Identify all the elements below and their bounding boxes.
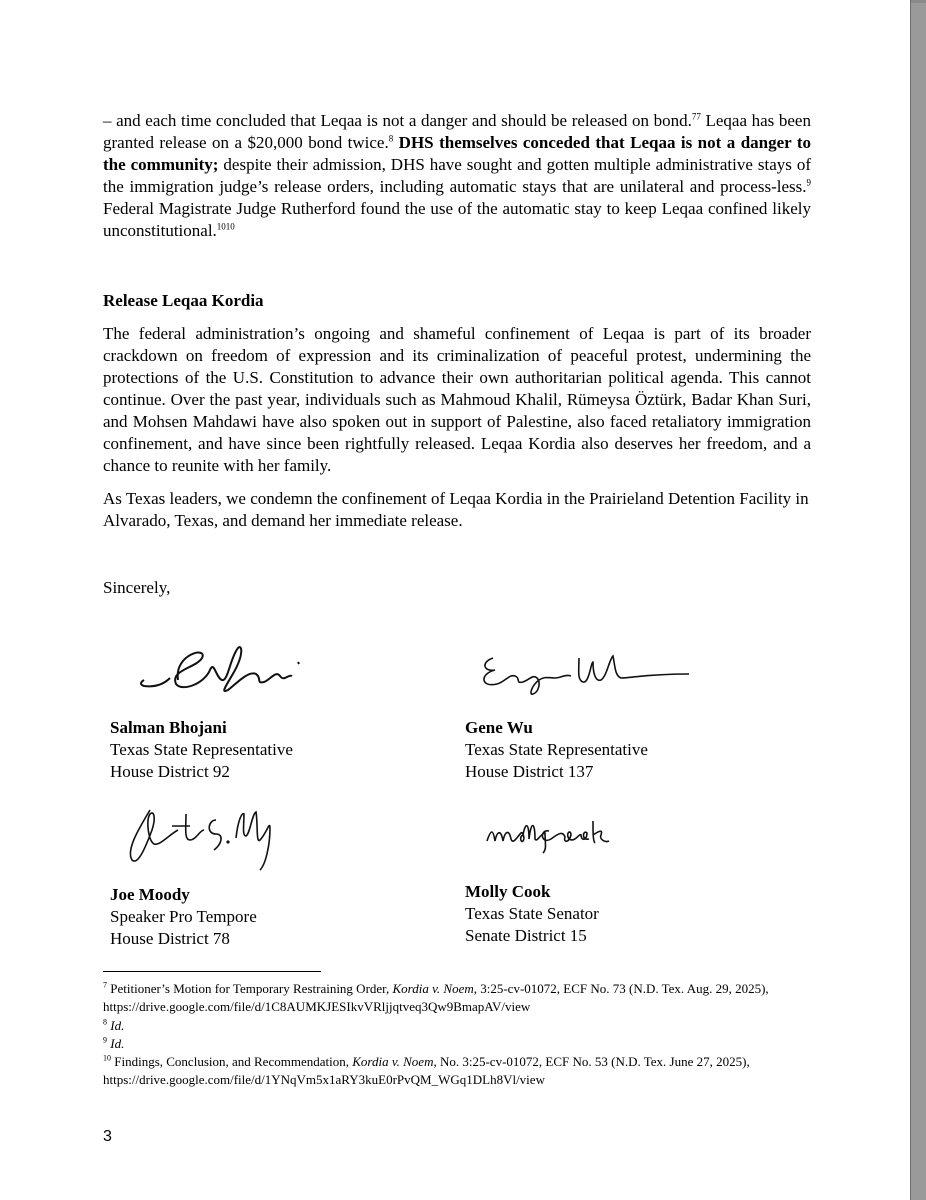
section-heading: Release Leqaa Kordia <box>103 291 264 310</box>
para1-text-1: – and each time concluded that Leqaa is not a danger and should be released on bond. <box>103 111 692 130</box>
footnote-number: 7 <box>103 980 107 990</box>
signatory-district: House District 92 <box>110 762 230 781</box>
signatory-title: Speaker Pro Tempore <box>110 907 257 926</box>
para1-text-3: despite their admission, DHS have sought and gotten multiple administrative stays of the immigration judge’s release orders, including automatic stays that are unilateral and process-less. <box>103 155 811 196</box>
signatory-moody <box>110 884 257 950</box>
footnote-number: 9 <box>103 1035 107 1045</box>
footnote-citation: , 3:25-cv-01072, ECF No. 73 (N.D. Tex. Aug. 29, 2025), https://drive.google.com/file/d/1C8AUMKJESIkvVRljjqtveq3Qw9BmapAV/view <box>103 981 769 1014</box>
footnote-case-name: Kordia v. Noem <box>352 1054 434 1069</box>
signatory-cook <box>465 881 599 947</box>
signatory-title: Texas State Representative <box>465 740 648 759</box>
footnote-ref-1010: 1010 <box>216 221 235 232</box>
para1-text-4: Federal Magistrate Judge Rutherford found the use of the automatic stay to keep Leqaa confined likely unconstitutional. <box>103 199 811 240</box>
paragraph-bond-history <box>103 110 811 242</box>
signature-moody <box>120 800 280 872</box>
footnote-7 <box>103 980 815 1016</box>
footnote-id: Id. <box>110 1018 125 1033</box>
footnote-text: Petitioner’s Motion for Temporary Restraining Order, <box>110 981 393 996</box>
footnote-ref-9: 9 <box>806 177 811 188</box>
signatory-name: Gene Wu <box>465 718 533 737</box>
signatory-district: House District 78 <box>110 929 230 948</box>
signatory-district: Senate District 15 <box>465 926 587 945</box>
signature-wu <box>475 648 695 698</box>
signature-bhojani <box>130 640 310 698</box>
para1-text-2: Leqaa has been granted release on a $20,000 bond twice. <box>103 111 811 152</box>
signatory-bhojani <box>110 717 293 783</box>
signatory-name: Salman Bhojani <box>110 718 227 737</box>
footnote-ref-77: 77 <box>691 111 701 122</box>
footnote-ref-8: 8 <box>388 133 394 144</box>
signature-cook <box>483 815 613 855</box>
footnote-id: Id. <box>110 1036 125 1051</box>
para1-bold-statement: DHS themselves conceded that Leqaa is not a danger to the community; <box>103 133 811 174</box>
footnote-text: Findings, Conclusion, and Recommendation, <box>114 1054 353 1069</box>
closing-sincerely: Sincerely, <box>103 578 171 597</box>
signatory-title: Texas State Senator <box>465 904 599 923</box>
signatory-name: Molly Cook <box>465 882 551 901</box>
footnote-citation: , No. 3:25-cv-01072, ECF No. 53 (N.D. Tex. June 27, 2025), https://drive.google.com/file/d/1YNqVm5x1aRY3kuE0rPvQM_WGq1DLh8Vl/view <box>103 1054 750 1087</box>
footnote-number: 10 <box>103 1053 111 1063</box>
signatory-title: Texas State Representative <box>110 740 293 759</box>
footnote-8 <box>103 1017 124 1035</box>
paragraph-demand: As Texas leaders, we condemn the confinement of Leqaa Kordia in the Prairieland Detention Facility in Alvarado, Texas, and demand her immediate release. <box>103 489 809 530</box>
signatory-name: Joe Moody <box>110 885 190 904</box>
footnote-number: 8 <box>103 1017 107 1027</box>
footnote-9 <box>103 1035 124 1053</box>
signatory-wu <box>465 717 648 783</box>
footnote-10 <box>103 1053 815 1089</box>
page-number: 3 <box>103 1128 112 1145</box>
footnote-separator <box>103 971 321 972</box>
signatory-district: House District 137 <box>465 762 594 781</box>
footnote-case-name: Kordia v. Noem <box>392 981 474 996</box>
paragraph-release-argument: The federal administration’s ongoing and shameful confinement of Leqaa is part of its broader crackdown on freedom of expression and its criminalization of peaceful protest, undermining the protections of the U.S. Constitution to advance their own authoritarian political agenda. This cannot continue. Over the past year, individuals such as Mahmoud Khalil, Rümeysa Öztürk, Badar Khan Suri, and Mohsen Mahdawi have also spoken out in support of Palestine, also faced retaliatory immigration confinement, and have since been rightfully released. Leqaa Kordia also deserves her freedom, and a chance to reunite with her family. <box>103 324 811 475</box>
